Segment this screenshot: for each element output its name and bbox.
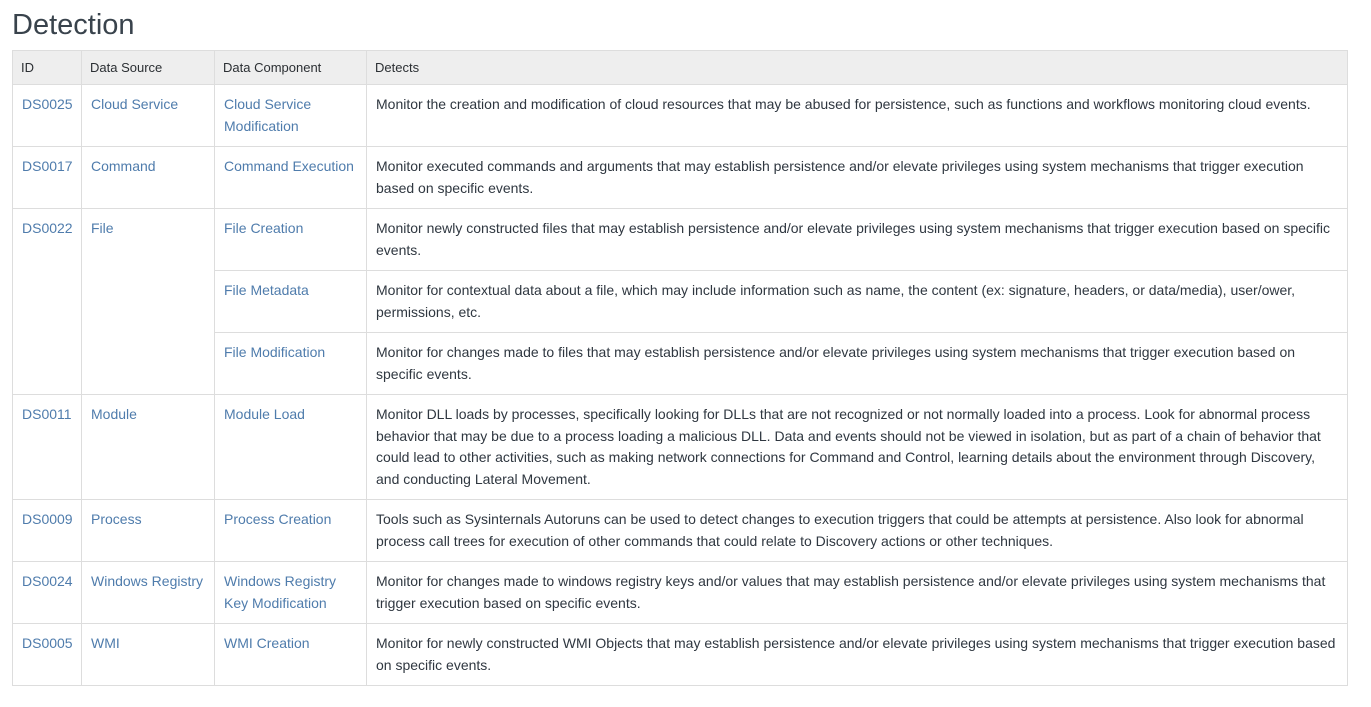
cell-data-component xyxy=(215,333,367,395)
table-row xyxy=(13,85,1348,147)
cell-data-source xyxy=(82,209,215,395)
data-source-id-link[interactable]: DS0017 xyxy=(22,158,73,174)
cell-detects: Monitor for newly constructed WMI Objects that may establish persistence and/or elevate privileges using system mechanisms that trigger execution based on specific events. xyxy=(367,624,1348,686)
data-source-link[interactable]: Process xyxy=(91,511,142,527)
data-source-link[interactable]: WMI xyxy=(91,635,120,651)
header-id: ID xyxy=(13,51,82,85)
cell-data-source xyxy=(82,395,215,500)
table-row xyxy=(13,209,1348,271)
data-component-link[interactable]: File Modification xyxy=(224,344,326,360)
data-component-link[interactable]: Command Execution xyxy=(224,158,354,174)
cell-detects: Monitor the creation and modification of cloud resources that may be abused for persistence, such as functions and workflows monitoring cloud events. xyxy=(367,85,1348,147)
data-source-id-link[interactable]: DS0005 xyxy=(22,635,73,651)
cell-data-source xyxy=(82,562,215,624)
data-component-link[interactable]: Cloud Service Modification xyxy=(224,96,312,134)
data-source-id-link[interactable]: DS0022 xyxy=(22,220,73,236)
cell-id xyxy=(13,395,82,500)
cell-data-component xyxy=(215,147,367,209)
cell-id xyxy=(13,85,82,147)
data-source-id-link[interactable]: DS0024 xyxy=(22,573,73,589)
data-source-id-link[interactable]: DS0011 xyxy=(22,406,72,422)
data-source-link[interactable]: Command xyxy=(91,158,156,174)
cell-data-source xyxy=(82,624,215,686)
data-component-link[interactable]: Process Creation xyxy=(224,511,332,527)
cell-data-component xyxy=(215,209,367,271)
table-row xyxy=(13,395,1348,500)
cell-data-component xyxy=(215,85,367,147)
cell-detects: Tools such as Sysinternals Autoruns can be used to detect changes to execution triggers that could be attempts at persistence. Also look for abnormal process call trees for execution of other commands that could relate to Discovery actions or other techniques. xyxy=(367,500,1348,562)
cell-detects: Monitor newly constructed files that may establish persistence and/or elevate privileges using system mechanisms that trigger execution based on specific events. xyxy=(367,209,1348,271)
cell-id xyxy=(13,562,82,624)
data-source-id-link[interactable]: DS0025 xyxy=(22,96,73,112)
data-source-id-link[interactable]: DS0009 xyxy=(22,511,73,527)
cell-data-component xyxy=(215,271,367,333)
cell-data-component xyxy=(215,562,367,624)
cell-detects: Monitor DLL loads by processes, specifically looking for DLLs that are not recognized or not normally loaded into a process. Look for abnormal process behavior that may be due to a process loading a malicious DLL. Data and events should not be viewed in isolation, but as part of a chain of behavior that could lead to other activities, such as making network connections for Command and Control, learning details about the environment through Discovery, and conducting Lateral Movement. xyxy=(367,395,1348,500)
data-component-link[interactable]: Module Load xyxy=(224,406,305,422)
data-source-link[interactable]: File xyxy=(91,220,114,236)
cell-id xyxy=(13,147,82,209)
cell-id xyxy=(13,624,82,686)
cell-detects: Monitor for changes made to files that may establish persistence and/or elevate privileges using system mechanisms that trigger execution based on specific events. xyxy=(367,333,1348,395)
cell-data-source xyxy=(82,147,215,209)
detection-table xyxy=(12,50,1348,686)
cell-data-source xyxy=(82,85,215,147)
data-source-link[interactable]: Module xyxy=(91,406,137,422)
header-detects: Detects xyxy=(367,51,1348,85)
header-data-source: Data Source xyxy=(82,51,215,85)
data-component-link[interactable]: Windows Registry Key Modification xyxy=(224,573,337,611)
data-component-link[interactable]: File Metadata xyxy=(224,282,309,298)
cell-detects: Monitor for changes made to windows registry keys and/or values that may establish persistence and/or elevate privileges using system mechanisms that trigger execution based on specific events. xyxy=(367,562,1348,624)
page-title: Detection xyxy=(12,9,135,41)
table-row xyxy=(13,147,1348,209)
cell-data-component xyxy=(215,395,367,500)
cell-detects: Monitor for contextual data about a file, which may include information such as name, the content (ex: signature, headers, or data/media), user/ower, permissions, etc. xyxy=(367,271,1348,333)
table-row xyxy=(13,500,1348,562)
cell-detects: Monitor executed commands and arguments that may establish persistence and/or elevate privileges using system mechanisms that trigger execution based on specific events. xyxy=(367,147,1348,209)
table-row xyxy=(13,562,1348,624)
cell-id xyxy=(13,500,82,562)
data-component-link[interactable]: WMI Creation xyxy=(224,635,310,651)
cell-data-component xyxy=(215,500,367,562)
cell-data-source xyxy=(82,500,215,562)
table-header-row xyxy=(13,51,1348,85)
header-data-component: Data Component xyxy=(215,51,367,85)
cell-data-component xyxy=(215,624,367,686)
table-row xyxy=(13,624,1348,686)
cell-id xyxy=(13,209,82,395)
data-component-link[interactable]: File Creation xyxy=(224,220,304,236)
data-source-link[interactable]: Cloud Service xyxy=(91,96,179,112)
data-source-link[interactable]: Windows Registry xyxy=(91,573,204,589)
